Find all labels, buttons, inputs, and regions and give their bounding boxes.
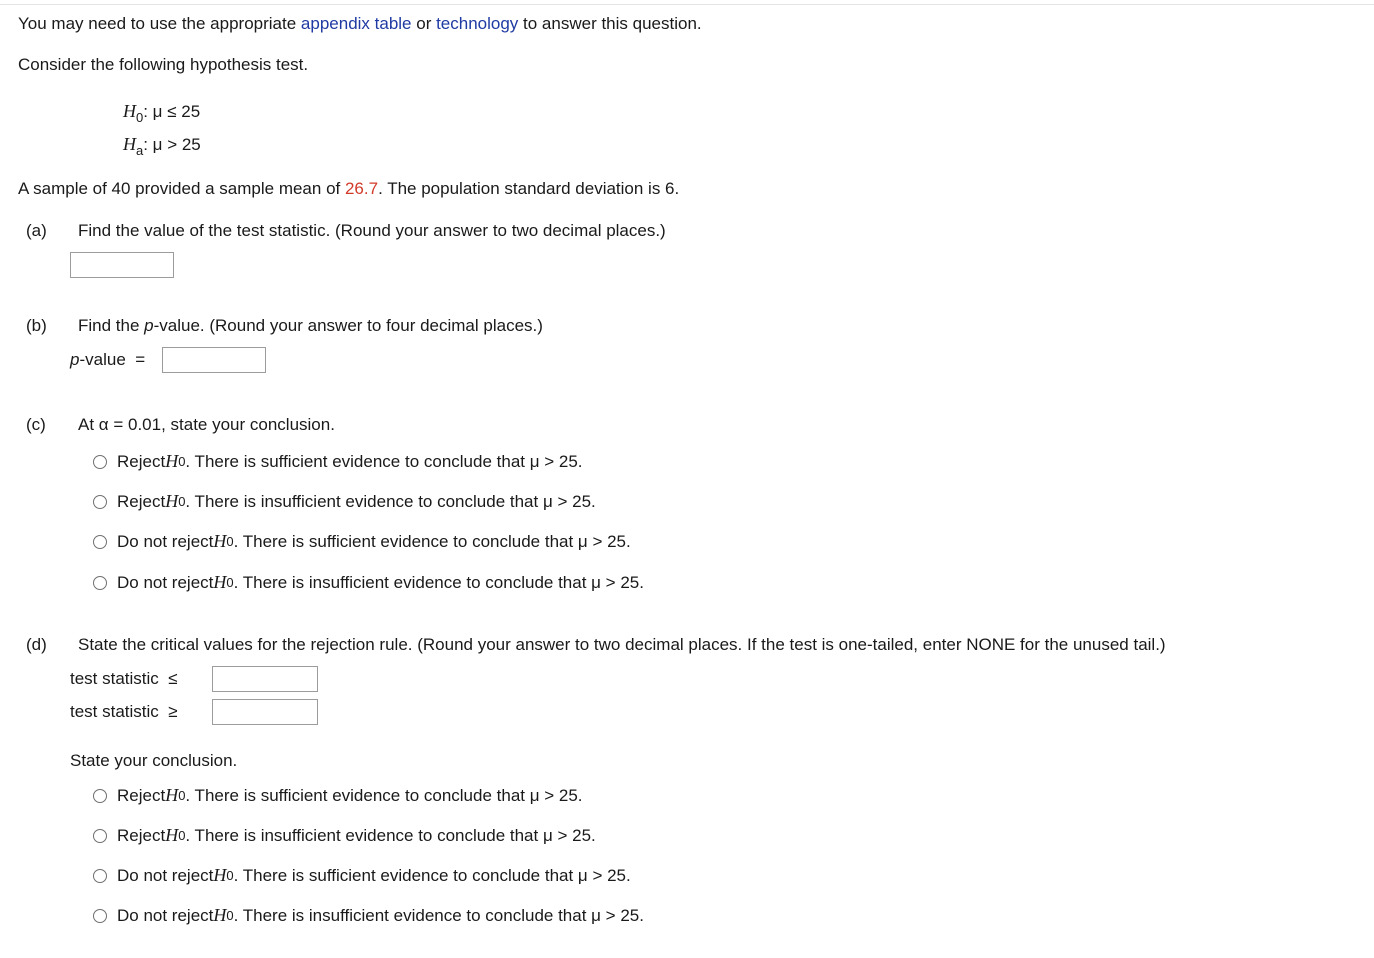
option-pre: Reject xyxy=(117,491,166,511)
h0-statement: : μ ≤ 25 xyxy=(143,102,201,121)
option-post: . There is insufficient evidence to conclude that μ > 25. xyxy=(185,825,596,845)
h0-symbol: H xyxy=(123,101,136,121)
part-d-option-3[interactable]: Do not reject H 0 . There is sufficient evidence to conclude that μ > 25. xyxy=(93,865,631,886)
p-value-label-rest: -value = xyxy=(79,350,146,369)
radio-button[interactable] xyxy=(93,535,107,549)
option-h: H xyxy=(165,451,179,471)
option-h: H xyxy=(165,785,179,805)
option-pre: Reject xyxy=(117,825,166,845)
technology-link[interactable]: technology xyxy=(436,14,519,33)
lower-critical-input[interactable] xyxy=(212,666,318,692)
part-d-label: (d) xyxy=(26,635,47,654)
option-pre: Reject xyxy=(117,785,166,805)
intro-pre: You may need to use the appropriate xyxy=(18,14,301,33)
option-post: . There is sufficient evidence to conclude that μ > 25. xyxy=(185,785,583,805)
intro-text xyxy=(18,14,702,34)
option-post: . There is insufficient evidence to conclude that μ > 25. xyxy=(185,491,596,511)
upper-critical-label: test statistic ≥ xyxy=(70,702,178,721)
lower-critical-label: test statistic ≤ xyxy=(70,669,178,688)
upper-critical-input[interactable] xyxy=(212,699,318,725)
sample-post: . The population standard deviation is 6. xyxy=(378,179,680,198)
option-pre: Do not reject xyxy=(117,865,214,885)
radio-button[interactable] xyxy=(93,495,107,509)
sample-pre: A sample of 40 provided a sample mean of xyxy=(18,179,345,198)
part-a-label: (a) xyxy=(26,221,47,240)
p-value-input[interactable] xyxy=(162,347,266,373)
option-h: H xyxy=(213,572,227,592)
option-h: H xyxy=(213,531,227,551)
part-d-option-2[interactable]: Reject H 0 . There is insufficient evidence to conclude that μ > 25. xyxy=(93,825,596,846)
part-b-text-p: p xyxy=(144,316,154,335)
sample-info xyxy=(18,179,679,199)
part-c-option-2[interactable]: Reject H 0 . There is insufficient evidence to conclude that μ > 25. xyxy=(93,491,596,512)
radio-button[interactable] xyxy=(93,576,107,590)
part-a-question xyxy=(26,221,666,241)
ha-statement: : μ > 25 xyxy=(143,135,201,154)
option-post: . There is sufficient evidence to conclude that μ > 25. xyxy=(233,865,631,885)
part-d-question xyxy=(26,635,1166,655)
radio-button[interactable] xyxy=(93,829,107,843)
option-pre: Do not reject xyxy=(117,905,214,925)
sample-mean-value: 26.7 xyxy=(344,179,379,198)
part-b-text-pre: Find the xyxy=(78,316,145,335)
alternative-hypothesis xyxy=(123,134,201,158)
option-pre: Reject xyxy=(117,451,166,471)
p-value-label xyxy=(70,350,145,370)
test-statistic-input[interactable] xyxy=(70,252,174,278)
option-h: H xyxy=(213,905,227,925)
part-c-option-4[interactable]: Do not reject H 0 . There is insufficient evidence to conclude that μ > 25. xyxy=(93,572,644,593)
part-c-option-1[interactable]: Reject H 0 . There is sufficient evidence to conclude that μ > 25. xyxy=(93,451,583,472)
radio-button[interactable] xyxy=(93,789,107,803)
option-post: . There is sufficient evidence to conclude that μ > 25. xyxy=(185,451,583,471)
option-pre: Do not reject xyxy=(117,531,214,551)
radio-button[interactable] xyxy=(93,455,107,469)
p-value-label-p: p xyxy=(70,350,80,369)
part-b-label: (b) xyxy=(26,316,47,335)
part-c-text: At α = 0.01, state your conclusion. xyxy=(78,415,335,434)
part-c-question xyxy=(26,415,335,435)
consider-text: Consider the following hypothesis test. xyxy=(18,55,309,74)
part-c-label: (c) xyxy=(26,415,46,434)
part-a-text: Find the value of the test statistic. (Round your answer to two decimal places.) xyxy=(78,221,666,240)
part-b-question xyxy=(26,316,543,336)
option-pre: Do not reject xyxy=(117,572,214,592)
option-h: H xyxy=(165,491,179,511)
option-h: H xyxy=(165,825,179,845)
null-hypothesis xyxy=(123,101,201,125)
part-d-option-1[interactable]: Reject H 0 . There is sufficient evidence to conclude that μ > 25. xyxy=(93,785,583,806)
intro-post: to answer this question. xyxy=(518,14,702,33)
radio-button[interactable] xyxy=(93,909,107,923)
appendix-table-link[interactable]: appendix table xyxy=(300,14,412,33)
h0-subscript: 0 xyxy=(136,110,144,125)
intro-mid: or xyxy=(411,14,437,33)
option-post: . There is sufficient evidence to conclude that μ > 25. xyxy=(233,531,631,551)
ha-symbol: H xyxy=(123,134,136,154)
ha-subscript: a xyxy=(136,143,144,158)
top-divider xyxy=(0,4,1374,5)
part-c-option-3[interactable]: Do not reject H 0 . There is sufficient evidence to conclude that μ > 25. xyxy=(93,531,631,552)
option-post: . There is insufficient evidence to conclude that μ > 25. xyxy=(233,572,644,592)
part-d-option-4[interactable]: Do not reject H 0 . There is insufficient evidence to conclude that μ > 25. xyxy=(93,905,644,926)
part-d-text: State the critical values for the rejection rule. (Round your answer to two decimal places. If the test is one-tailed, enter NONE for the unused tail.) xyxy=(78,635,1166,654)
option-h: H xyxy=(213,865,227,885)
conclusion-prompt: State your conclusion. xyxy=(70,751,238,770)
option-post: . There is insufficient evidence to conclude that μ > 25. xyxy=(233,905,644,925)
radio-button[interactable] xyxy=(93,869,107,883)
part-b-text-post: -value. (Round your answer to four decimal places.) xyxy=(153,316,543,335)
